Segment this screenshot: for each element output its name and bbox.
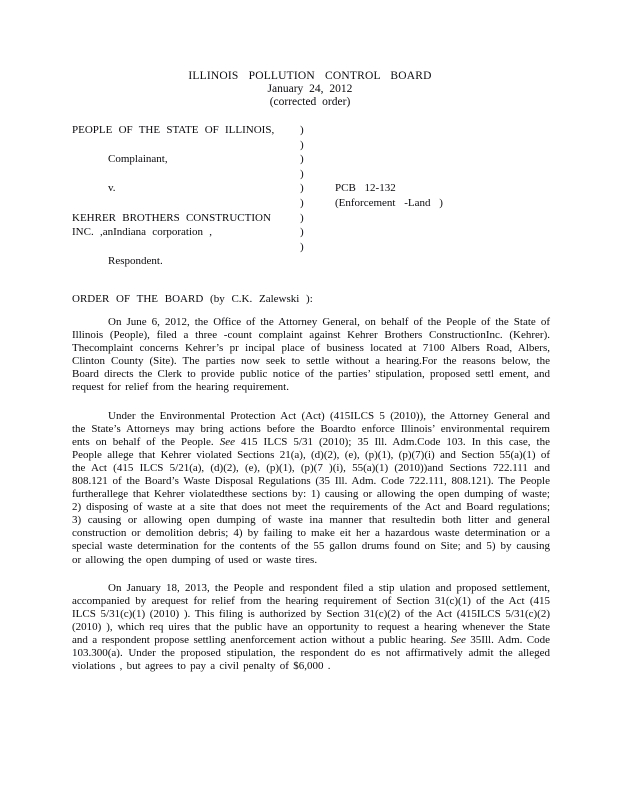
caption-divider: ) xyxy=(300,124,304,136)
respondent-role: Respondent. xyxy=(108,255,163,268)
board-title: ILLINOIS POLLUTION CONTROL BOARD xyxy=(188,70,432,82)
caption-left-cell xyxy=(72,138,300,153)
caption-row xyxy=(72,167,548,182)
caption-divider: ) xyxy=(300,226,304,239)
caption-divider: ) xyxy=(300,196,304,209)
case-type: (Enforcement -Land ) xyxy=(335,196,443,209)
order-paragraph-2 xyxy=(72,410,550,567)
caption-row xyxy=(72,138,548,153)
caption-left-cell xyxy=(72,240,300,255)
respondent-name-line1: KEHRER BROTHERS CONSTRUCTION xyxy=(72,211,271,224)
see-citation: See xyxy=(450,634,466,646)
caption-divider: ) xyxy=(300,153,304,166)
order-paragraph-3 xyxy=(72,582,550,674)
see-citation: See xyxy=(219,435,235,448)
caption-divider: ) xyxy=(300,240,304,253)
caption-divider: ) xyxy=(300,138,304,151)
paragraph-text: On June 6, 2012, the Office of the Attorney General, on behalf of the People of the State of Illinois (People), filed a three -count complaint against Kehrer Brothers ConstructionInc. (Kehrer). Thecomplaint concerns Kehrer’s pr incipal place of business located at 7100 Albers Road, Albers, Clinton County (Site). The parties now seek to settle without a hearing.For the reasons below, the Board directs the Clerk to provide public notice of the parties’ stipulation, proposed settl ement, and request for relief from the hearing requirement. xyxy=(72,315,550,394)
caption-right-cell xyxy=(335,138,548,153)
corrected-order-note: (corrected order) xyxy=(269,96,351,108)
complainant-name: PEOPLE OF THE STATE OF ILLINOIS, xyxy=(72,124,275,136)
caption-right-cell xyxy=(335,167,548,182)
order-date: January 24, 2012 xyxy=(267,83,353,95)
caption-right-cell xyxy=(335,123,548,138)
paragraph-text: Under the Environmental Protection Act (Act) (415ILCS 5 (2010)), the Attorney General and the State’s Attorneys may bring actions before the Boardto enforce Illinois’ environmental requirem ents on behalf of the People. xyxy=(72,409,550,448)
case-caption xyxy=(72,123,548,269)
paragraph-text: On January 18, 2013, the People and respondent filed a stip ulation and proposed settlement, accompanied by arequest for relief from the hearing requirement of Section 31(c)(1) of the Act (415 ILCS 5/31(c)(1) (2010) ). This filing is authorized by Section 31(c)(2) of the Act (415ILCS 5/31(c)(2) (2010) ), which req uires that the public have an opportunity to request a hearing whenever the State and a respondent propose settling anenforcement action without a public hearing. xyxy=(72,581,550,646)
caption-row xyxy=(72,225,548,240)
versus-label: v. xyxy=(108,182,116,195)
paragraph-text: 35Ill. Adm. Code 103.300(a). Under the proposed stipulation, the respondent do es not affirmatively admit the alleged violations , but agrees to pay a civil penalty of $6,000 . xyxy=(72,634,551,673)
caption-divider: ) xyxy=(300,182,304,195)
document-header xyxy=(72,70,548,109)
caption-divider xyxy=(300,254,335,269)
caption-row xyxy=(72,181,548,196)
paragraph-text: 415 ILCS 5/31 (2010); 35 Ill. Adm.Code 103. In this case, the People allege that Kehrer violated Sections 21(a), (d)(2), (e), (p)(1), (p)(7)(i) and Section 55(a)(1) of the Act (415 ILCS 5/21(a), (d)(2), (e), (p)(1), (p)(7 )(i), 55(a)(1) (2010))and Sections 722.111 and 808.121 of the Board’s Waste Disposal Regulations (35 Ill. Adm. Code 722.111, 808.121). The People furtherallege that Kehrer violatedthese sections by: 1) causing or allowing the open dumping of waste; 2) disposing of waste at a site that does not meet the requirements of the Act and Board regulations; 3) causing or allowing open dumping of waste ina manner that resultedin both litter and general construction or demolition debris; 4) by failing to make eit her a hazardous waste determination or a special waste determination for the contents of the 55 gallon drums found on Site; and 5) by causing or allowing the open dumping of used or waste tires. xyxy=(72,435,550,566)
caption-row xyxy=(72,152,548,167)
caption-row xyxy=(72,211,548,226)
order-heading: ORDER OF THE BOARD (by C.K. Zalewski ): xyxy=(72,292,313,305)
caption-left-cell xyxy=(72,167,300,182)
caption-row xyxy=(72,196,548,211)
caption-divider: ) xyxy=(300,167,304,180)
complainant-role: Complainant, xyxy=(108,153,168,166)
caption-right-cell xyxy=(335,211,548,226)
caption-right-cell xyxy=(335,240,548,255)
caption-right-cell xyxy=(335,225,548,240)
caption-divider: ) xyxy=(300,211,304,224)
order-paragraph-1 xyxy=(72,316,550,395)
order-body xyxy=(72,315,551,673)
case-number: PCB 12-132 xyxy=(335,182,396,195)
caption-right-cell xyxy=(335,254,548,269)
caption-row xyxy=(72,123,548,138)
respondent-name-line2: INC. ,anIndiana corporation , xyxy=(72,226,213,239)
caption-row xyxy=(72,254,548,269)
caption-left-cell xyxy=(72,196,300,211)
caption-right-cell xyxy=(335,152,548,167)
caption-row xyxy=(72,240,548,255)
